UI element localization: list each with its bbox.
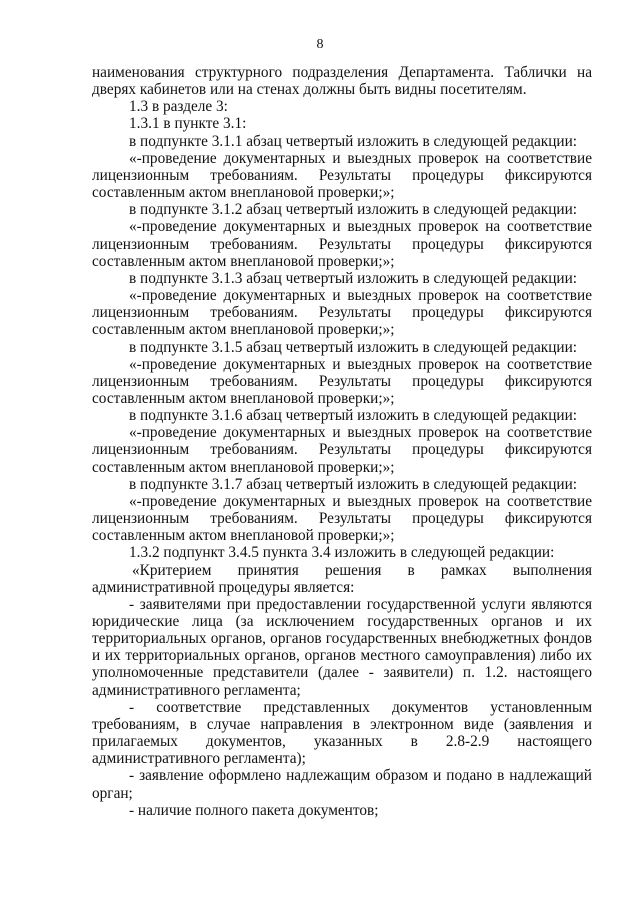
paragraph-list-item: - заявителями при предоставлении государственной услуги являются юридические лица (за исключением государственных органов и их территориальных органов, органов государственных внебюджетных фондов и их территориальных органов, органов местного самоуправления) либо их уполномоченные представители (далее - заявители) п. 1.2. настоящего административного регламента; <box>92 595 592 699</box>
paragraph-instruction: 1.3.2 подпункт 3.4.5 пункта 3.4 изложить в следующей редакции: <box>129 544 555 562</box>
paragraph-section-heading: 1.3 в разделе 3: <box>129 98 228 116</box>
paragraph-list-item: - соответствие представленных документов установленным требованиям, в случае направления в электронном виде (заявления и прилагаемых документов, указанных в 2.8-2.9 настоящего административного регламента); <box>92 698 592 768</box>
paragraph-instruction: в подпункте 3.1.7 абзац четвертый изложить в следующей редакции: <box>129 475 578 493</box>
paragraph-list-item: - наличие полного пакета документов; <box>129 801 379 819</box>
paragraph-quote: «-проведение документарных и выездных проверок на соответствие лицензионным требованиям. Результаты процедуры фиксируются составленным актом внеплановой проверки;»; <box>92 218 592 270</box>
paragraph-instruction: в подпункте 3.1.3 абзац четвертый изложить в следующей редакции: <box>129 269 578 287</box>
paragraph-quote: «-проведение документарных и выездных проверок на соответствие лицензионным требованиям. Результаты процедуры фиксируются составленным актом внеплановой проверки;»; <box>92 149 592 202</box>
paragraph-quote: «-проведение документарных и выездных проверок на соответствие лицензионным требованиям. Результаты процедуры фиксируются составленным актом внеплановой проверки;»; <box>92 287 592 339</box>
paragraph-continuation: наименования структурного подразделения Департамента. Таблички на дверях кабинетов или на стенах должны быть видны посетителям. <box>92 64 592 99</box>
paragraph-quote: «Критерием принятия решения в рамках выполнения административной процедуры является: <box>92 561 592 596</box>
page-number: 8 <box>316 37 324 52</box>
paragraph-instruction: в подпункте 3.1.1 абзац четвертый изложить в следующей редакции: <box>129 132 578 150</box>
paragraph-quote: «-проведение документарных и выездных проверок на соответствие лицензионным требованиям. Результаты процедуры фиксируются составленным актом внеплановой проверки;»; <box>92 424 592 476</box>
paragraph-list-item: - заявление оформлено надлежащим образом и подано в надлежащий орган; <box>92 767 592 802</box>
paragraph-item-heading: 1.3.1 в пункте 3.1: <box>129 115 247 133</box>
document-body <box>92 64 592 819</box>
paragraph-instruction: в подпункте 3.1.6 абзац четвертый изложить в следующей редакции: <box>129 407 578 425</box>
paragraph-quote: «-проведение документарных и выездных проверок на соответствие лицензионным требованиям. Результаты процедуры фиксируются составленным актом внеплановой проверки;»; <box>92 355 592 407</box>
paragraph-quote: «-проведение документарных и выездных проверок на соответствие лицензионным требованиям. Результаты процедуры фиксируются составленным актом внеплановой проверки;»; <box>92 492 592 545</box>
paragraph-instruction: в подпункте 3.1.2 абзац четвертый изложить в следующей редакции: <box>129 201 578 219</box>
paragraph-instruction: в подпункте 3.1.5 абзац четвертый изложить в следующей редакции: <box>129 338 578 356</box>
